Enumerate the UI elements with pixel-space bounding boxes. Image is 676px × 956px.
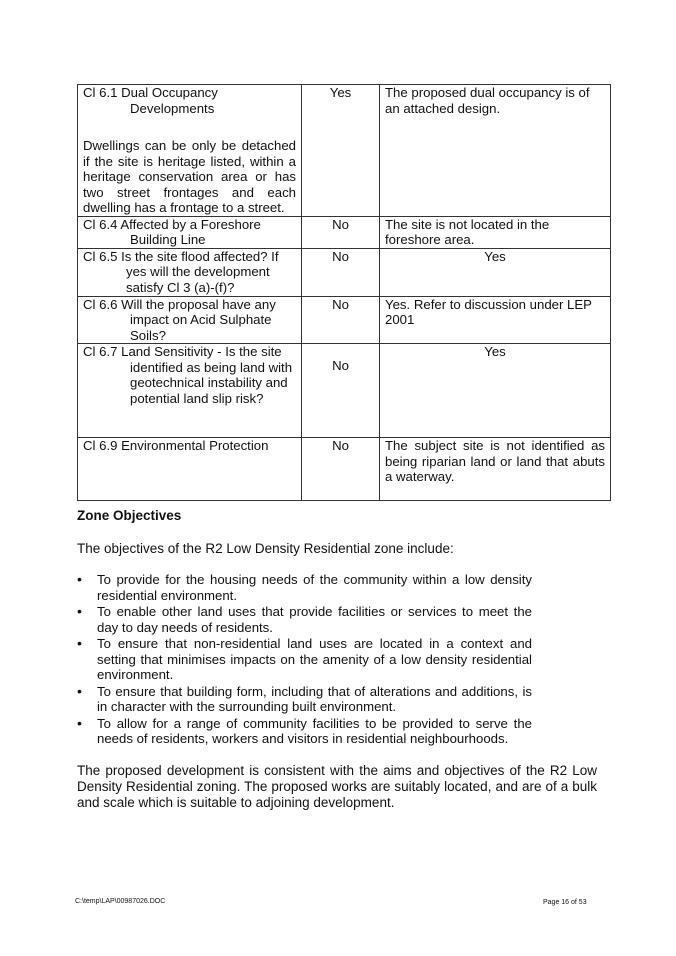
list-item (77, 716, 532, 747)
bullet-icon: • (77, 635, 82, 651)
bullet-icon: • (77, 714, 82, 731)
clause-title: Cl 6.6 Will the proposal have any (83, 296, 276, 312)
comment-text: Yes (484, 248, 506, 264)
bullet-icon: • (77, 682, 82, 699)
table-row (78, 248, 611, 296)
comment-cell (380, 85, 611, 217)
comment-cell (380, 216, 611, 248)
bullet-icon: • (77, 603, 82, 619)
objective-text: To allow for a range of community facilities to be provided to serve the needs of residents, workers and visitors in residential neighbourhoods. (97, 715, 532, 746)
table-row (78, 216, 611, 248)
comment-cell (380, 438, 611, 501)
clause-cell (78, 296, 302, 344)
list-item (77, 572, 532, 603)
zone-intro: The objectives of the R2 Low Density Residential zone include: (77, 541, 454, 556)
objective-text: To ensure that non-residential land uses are located in a context and setting that minimises impacts on the amenity of a low density residential environment. (97, 636, 532, 682)
clause-title-cont: identified as being land with geotechnical instability and potential land slip risk? (130, 359, 293, 406)
list-item (77, 604, 532, 635)
clause-title: Cl 6.9 Environmental Protection (83, 438, 269, 453)
objectives-list (77, 572, 532, 748)
bullet-icon: • (77, 571, 82, 587)
comment-text: Yes. Refer to discussion under LEP 2001 (385, 296, 592, 327)
comment-text: The proposed dual occupancy is of an attached design. (385, 85, 590, 116)
list-item (77, 684, 532, 715)
clause-cell (78, 344, 302, 438)
controls-table (77, 84, 611, 501)
zone-objectives-heading: Zone Objectives (77, 508, 182, 523)
clause-cell (78, 248, 302, 296)
clause-title-cont: impact on Acid Sulphate Soils? (130, 312, 272, 343)
table-row (78, 344, 611, 438)
footer-page-number: Page 16 of 53 (543, 899, 587, 906)
compliance-cell (302, 438, 380, 501)
compliance-value: No (332, 438, 349, 453)
clause-title-cont: yes will the development satisfy Cl 3 (a)-(f)? (126, 264, 270, 295)
clause-description: Dwellings can be only be detached if the site is heritage listed, within a heritage conservation area or has two street frontages and each dwelling has a frontage to a street. (83, 138, 296, 215)
comment-cell (380, 248, 611, 296)
compliance-cell (302, 85, 380, 217)
compliance-value: No (332, 358, 349, 373)
clause-cell (78, 85, 302, 217)
comment-cell (380, 344, 611, 438)
compliance-cell (302, 216, 380, 248)
clause-title-cont: Building Line (130, 232, 206, 247)
compliance-value: No (332, 296, 349, 312)
conclusion-paragraph: The proposed development is consistent with the aims and objectives of the R2 Low Density Residential zoning. The proposed works are suitably located, and are of a bulk and scale which is suitable to adjoining development. (77, 763, 597, 810)
clause-cell (78, 216, 302, 248)
comment-text: The site is not located in the foreshore area. (385, 216, 550, 247)
compliance-cell (302, 296, 380, 344)
compliance-cell (302, 248, 380, 296)
compliance-value: No (332, 216, 349, 232)
clause-cell (78, 438, 302, 501)
objective-text: To ensure that building form, including that of alterations and additions, is in character with the surrounding built environment. (97, 683, 532, 714)
comment-cell (380, 296, 611, 344)
table-row (78, 85, 611, 217)
objective-text: To enable other land uses that provide facilities or services to meet the day to day needs of residents. (97, 604, 532, 635)
clause-title: Cl 6.5 Is the site flood affected? If (83, 248, 279, 264)
clause-title: Cl 6.1 Dual Occupancy (83, 85, 218, 100)
clause-title-cont: Developments (130, 100, 215, 116)
comment-text: The subject site is not identified as being riparian land or land that abuts a waterway. (385, 438, 605, 484)
compliance-cell (302, 344, 380, 438)
objective-text: To provide for the housing needs of the community within a low density residential environment. (97, 572, 532, 603)
clause-title: Cl 6.7 Land Sensitivity - Is the site (83, 344, 282, 359)
compliance-value: Yes (329, 85, 352, 100)
table-row (78, 296, 611, 344)
comment-text: Yes (484, 344, 506, 359)
clause-title: Cl 6.4 Affected by a Foreshore (83, 216, 261, 232)
compliance-value: No (332, 248, 349, 264)
footer-file-path: C:\temp\LAP\00987026.DOC (75, 898, 166, 905)
list-item (77, 636, 532, 683)
table-row (78, 438, 611, 501)
